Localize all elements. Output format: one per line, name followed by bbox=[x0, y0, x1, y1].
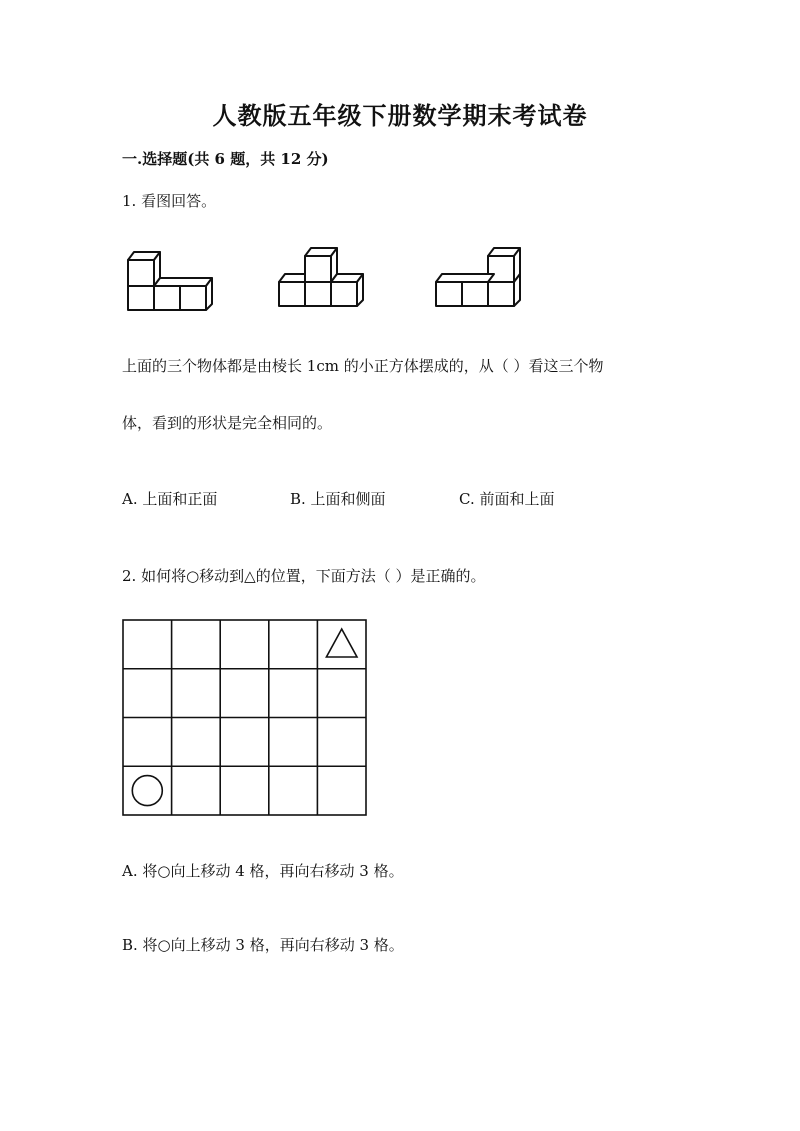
question-2-stem: 2. 如何将○移动到△的位置，下面方法（ ）是正确的。 bbox=[122, 567, 486, 585]
question-1-option-a[interactable]: A. 上面和正面 bbox=[122, 490, 218, 508]
cube-figure-1 bbox=[124, 246, 216, 312]
question-1-option-b[interactable]: B. 上面和侧面 bbox=[290, 490, 386, 508]
grid-lines bbox=[123, 620, 366, 815]
question-1-stem: 1. 看图回答。 bbox=[122, 192, 217, 210]
circle-shape bbox=[132, 776, 162, 806]
question-2-option-b[interactable]: B. 将○向上移动 3 格，再向右移动 3 格。 bbox=[122, 936, 404, 954]
question-1-description-line-2: 体，看到的形状是完全相同的。 bbox=[122, 414, 333, 432]
triangle-shape bbox=[326, 629, 357, 657]
position-grid bbox=[123, 620, 367, 816]
question-1-description-line-1: 上面的三个物体都是由棱长 1cm 的小正方体摆成的，从（ ）看这三个物 bbox=[122, 357, 604, 375]
cube-figure-2 bbox=[275, 242, 367, 310]
section-heading: 一.选择题(共 6 题，共 12 分) bbox=[122, 150, 329, 168]
cube-figure-3 bbox=[432, 242, 524, 310]
page-title: 人教版五年级下册数学期末考试卷 bbox=[212, 101, 588, 130]
question-1-option-c[interactable]: C. 前面和上面 bbox=[459, 490, 555, 508]
question-2-option-a[interactable]: A. 将○向上移动 4 格，再向右移动 3 格。 bbox=[122, 862, 404, 880]
